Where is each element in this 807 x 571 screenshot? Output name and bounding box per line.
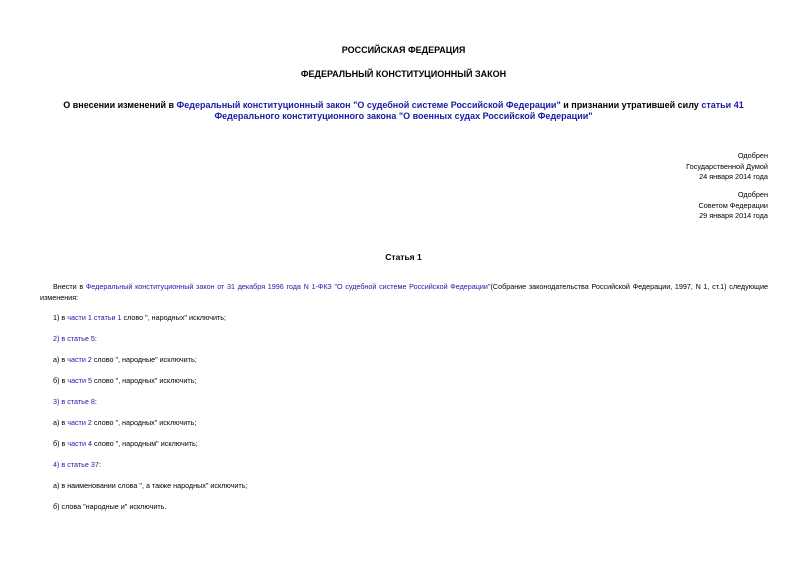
list-item-3b — [53, 439, 198, 450]
law-title — [40, 100, 767, 122]
list-item-4a: а) в наименовании слова ", а также народных" исключить; — [53, 481, 248, 490]
law-type-heading: ФЕДЕРАЛЬНЫЙ КОНСТИТУЦИОННЫЙ ЗАКОН — [300, 69, 507, 79]
item-link-article-37[interactable]: 4) в статье 37 — [53, 460, 99, 469]
item-link-part-1[interactable]: части 1 — [67, 313, 92, 322]
article-title: Статья 1 — [385, 252, 422, 262]
approval-label: Одобрен — [737, 190, 768, 199]
item-text: : — [98, 460, 101, 469]
item-link-article-8[interactable]: 3) в статье 8 — [53, 397, 95, 406]
list-item-3 — [53, 397, 97, 408]
intro-text-pre: Внести в — [53, 282, 86, 291]
title-link-judicial-system-law[interactable]: Федеральный конституционный закон "О судебной системе Российской Федерации" — [176, 100, 561, 110]
item-text: 1) в — [53, 313, 68, 322]
intro-text-post: (Собрание законодательства Российской Федерации, 1997, N 1, ст.1) следующие изменения: — [40, 282, 768, 302]
title-link-article-41[interactable]: статьи 41 — [701, 100, 744, 110]
list-item-2a — [53, 355, 197, 366]
item-text: слово ", народные" исключить; — [91, 355, 197, 364]
item-text: слово ", народных" исключить; — [91, 376, 197, 385]
item-text: а) в — [53, 418, 68, 427]
list-item-2b — [53, 376, 196, 387]
item-link-part-5[interactable]: части 5 — [67, 376, 92, 385]
list-item-4b: б) слова "народные и" исключить. — [53, 502, 167, 511]
item-link-article-1[interactable]: статьи 1 — [93, 313, 122, 322]
approval-date: 29 января 2014 года — [699, 211, 768, 220]
intro-link-judicial-system-law[interactable]: Федеральный конституционный закон от 31 декабря 1996 года N 1-ФКЗ "О судебной системе Российской Федерации" — [85, 282, 491, 291]
approval-body: Советом Федерации — [698, 200, 768, 210]
item-text: : — [94, 334, 97, 343]
title-text-1: О внесении изменений в — [63, 100, 177, 110]
item-link-part-2[interactable]: части 2 — [67, 418, 92, 427]
approval-federation-council — [698, 190, 768, 222]
approval-date: 24 января 2014 года — [699, 172, 768, 181]
country-heading: РОССИЙСКАЯ ФЕДЕРАЦИЯ — [341, 45, 466, 55]
article-intro — [40, 282, 768, 303]
approval-duma — [686, 151, 768, 183]
item-text: б) в — [53, 376, 68, 385]
approval-label: Одобрен — [737, 151, 768, 160]
approval-body: Государственной Думой — [686, 161, 768, 171]
title-text-2: и признании утратившей силу — [560, 100, 702, 110]
title-link-military-courts-law[interactable]: Федерального конституционного закона "О военных судах Российской Федерации" — [214, 111, 593, 121]
item-text: слово ", народных" исключить; — [91, 418, 197, 427]
item-link-part-2[interactable]: части 2 — [67, 355, 92, 364]
item-text: слово ", народным" исключить; — [91, 439, 198, 448]
item-text: а) в — [53, 355, 68, 364]
item-link-part-4[interactable]: части 4 — [67, 439, 92, 448]
list-item-3a — [53, 418, 196, 429]
list-item-2 — [53, 334, 97, 345]
list-item-4 — [53, 460, 101, 471]
item-text: слово ", народных" исключить; — [121, 313, 227, 322]
list-item-1 — [53, 313, 226, 324]
item-text: б) в — [53, 439, 68, 448]
item-link-article-5[interactable]: 2) в статье 5 — [53, 334, 95, 343]
item-text: : — [94, 397, 97, 406]
